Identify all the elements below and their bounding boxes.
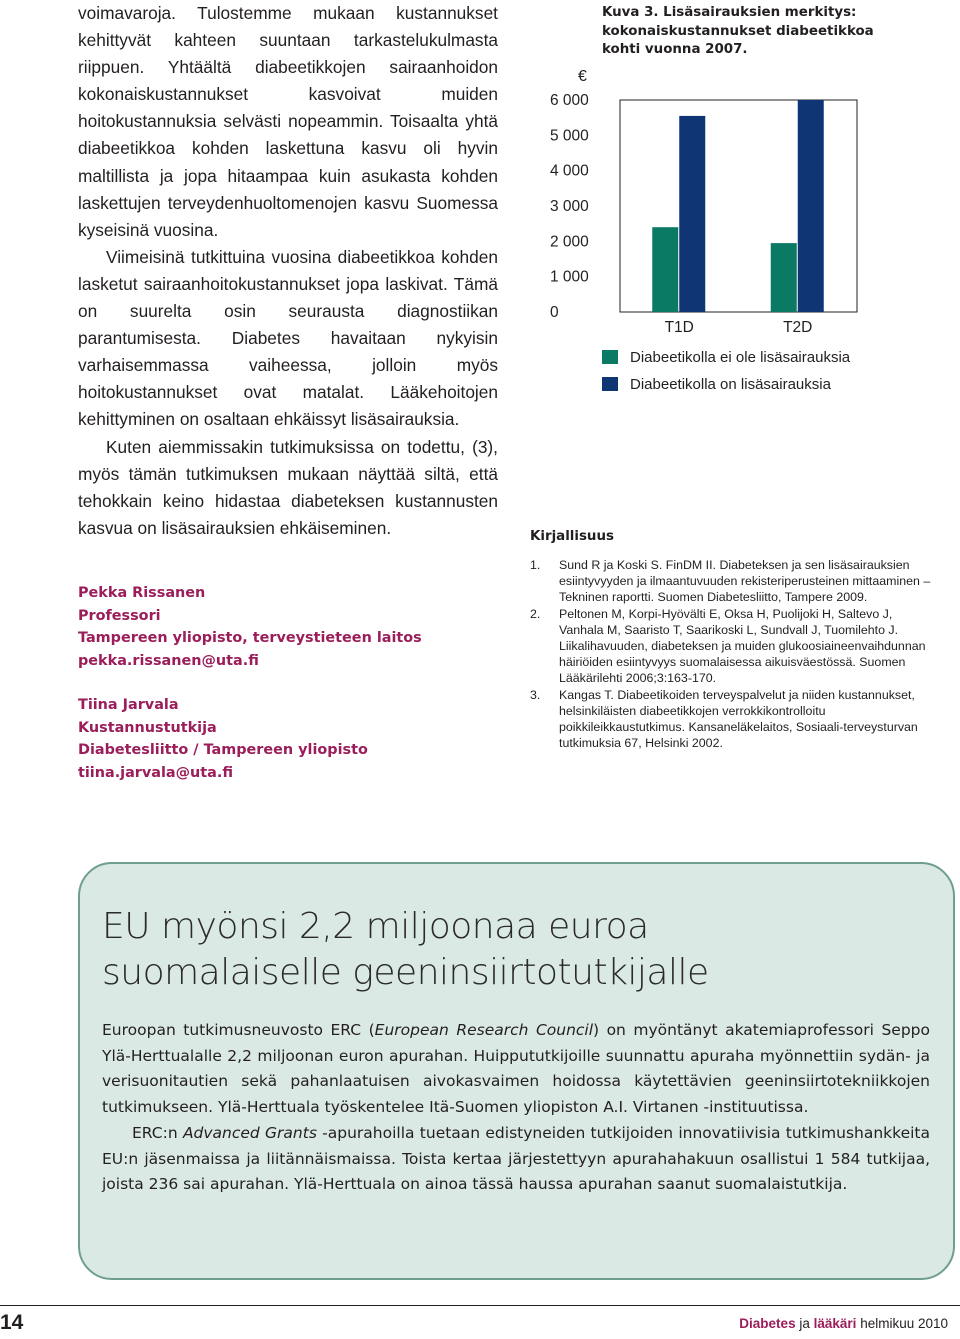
y-tick-label: 3 000 <box>550 198 589 215</box>
y-tick-label: 1 000 <box>550 268 589 286</box>
reference-text: Kangas T. Diabeetikoiden terveyspalvelut ja niiden kustannukset, helsinkiläisten diabeetikkojen verrokkikontrolloitu poikkileikkaustutkimus. Kansaneläkelaitos, Sosiaali-terveysturvan tutkimuksia 67, Helsinki 2002. <box>559 687 918 751</box>
page-number: 14 <box>0 1311 24 1334</box>
news-body <box>102 1018 930 1198</box>
bar <box>652 227 678 312</box>
reference-number: 2. <box>530 606 541 621</box>
author-email[interactable]: tiina.jarvala@uta.fi <box>78 764 234 781</box>
y-axis-ticks <box>550 92 589 321</box>
legend <box>602 349 851 393</box>
x-tick-label: T1D <box>664 319 694 336</box>
author-affiliation: Tampereen yliopisto, terveystieteen laitos <box>78 630 422 647</box>
author-block <box>78 694 368 784</box>
reference-text: Sund R ja Koski S. FinDM II. Diabeteksen ja sen lisäsairauksien esiintyvyyden ja ilmaantuvuuden rekisteriperusteinen mittaaminen – Tekninen raportti. Suomen Diabetesliitto, Tampere 2009. <box>559 558 931 605</box>
author-block <box>78 582 422 672</box>
y-tick-label: 2 000 <box>550 233 589 251</box>
y-tick-label: 6 000 <box>550 92 589 109</box>
news-paragraph <box>102 1121 930 1198</box>
y-tick-label: 5 000 <box>550 127 589 145</box>
paragraph: voimavaroja. Tulostemme mukaan kustannukset kehittyvät kahteen suuntaan tarkastelukulmasta riippuen. Yhtäältä diabeetikkojen sairaanhoidon kokonaiskustannukset kasvoivat muiden hoitokustannuksia selvästi nopeammin. Toisaalta yhtä diabeetikkoa kohden laskettuna kasvu oli hyvin maltillista ja jopa hitaampaa kuin asukasta kohden laskettujen terveydenhuoltomenojen kasvu Suomessa kyseisinä vuosina. <box>78 3 498 240</box>
reference-number: 3. <box>530 687 541 702</box>
reference-text: Peltonen M, Korpi-Hyövälti E, Oksa H, Puolijoki H, Saltevo J, Vanhala M, Saaristo T, Saarikoski L, Sundvall J, Tuomilehto J. Liikalihavuuden, diabeteksen ja muiden glukoosiaineenvaihdunnan häiriöiden esiintyvyys suomalaisessa aikuisväestössä. Suomen Lääkärilehti 2006;3:163-170. <box>559 606 926 686</box>
y-tick-label: 0 <box>550 304 559 321</box>
bar-chart <box>520 60 940 420</box>
y-tick-label: 4 000 <box>550 162 589 180</box>
author-title: Professori <box>78 607 161 624</box>
author-name: Tiina Jarvala <box>78 697 179 713</box>
reference-number: 1. <box>530 558 541 572</box>
author-affiliation: Diabetesliitto / Tampereen yliopisto <box>78 742 368 759</box>
text-run: ) on myöntänyt akatemiaprofessori Seppo Ylä-Herttualalle 2,2 miljoonan euron apurahan. Huippututkijoille suunnattu apuraha myönnettiin sydän- ja verisuonitautien sekä pahanlaatuisen aivokasvaimen hoidossa käytettävien geeninsiirtotekniikkojen tutkimukseen. Ylä-Herttuala työskentelee Itä-Suomen yliopiston A.I. Virtanen -instituutissa. <box>102 1021 930 1117</box>
legend-label: Diabeetikolla ei ole lisäsairauksia <box>630 349 851 366</box>
references-list <box>530 557 940 751</box>
legend-swatch <box>602 350 618 364</box>
paragraph: Kuten aiemmissakin tutkimuksissa on todettu, (3), myös tämän tutkimuksen mukaan näyttää siltä, että tehokkain keino hidastaa diabeteksen kustannusten kasvua on lisäsairauksien ehkäiseminen. <box>78 436 498 538</box>
news-headline <box>102 904 709 996</box>
x-axis-ticks <box>665 319 813 336</box>
italic-run: Advanced Grants <box>182 1123 317 1142</box>
references-title: Kirjallisuus <box>530 529 614 544</box>
footer-brand <box>739 1316 948 1331</box>
x-tick-label: T2D <box>783 319 813 336</box>
news-headline-line: EU myönsi 2,2 miljoonaa euroa <box>102 906 649 947</box>
author-title: Kustannustutkija <box>78 719 217 736</box>
news-headline-line: suomalaiselle geeninsiirtotutkijalle <box>102 952 709 993</box>
text-run: ERC:n <box>132 1123 183 1142</box>
reference-item <box>530 557 940 606</box>
author-email[interactable]: pekka.rissanen@uta.fi <box>78 652 259 669</box>
news-paragraph <box>102 1018 930 1121</box>
brand-laakari: lääkäri <box>813 1316 857 1331</box>
legend-swatch <box>602 377 618 391</box>
y-axis-unit: € <box>578 68 587 85</box>
paragraph: Viimeisinä tutkittuina vuosina diabeetikkoa kohden lasketut sairaanhoitokustannukset jopa laskivat. Tämä on suurelta osin seurausta diagnostiikan parantumisesta. Diabetes havaitaan nykyisin varhaisemmassa vaiheessa, jolloin myös hoitokustannukset ovat matalat. Lääkehoitojen kehittyminen on osaltaan ehkäissyt lisäsairauksia. <box>78 246 498 430</box>
brand-diabetes: Diabetes <box>739 1316 796 1331</box>
text-run: Euroopan tutkimusneuvosto ERC ( <box>102 1021 375 1039</box>
bar <box>771 243 797 312</box>
reference-item <box>530 687 940 752</box>
reference-item <box>530 606 940 687</box>
bar <box>679 116 705 312</box>
bar <box>798 100 824 312</box>
footer-rule <box>0 1305 960 1306</box>
author-name: Pekka Rissanen <box>78 585 206 601</box>
text-run: -apurahoilla tuetaan edistyneiden tutkijoiden innovatiivisia tutkimushankkeita EU:n jäsenmaissa ja liitännäismaissa. Toista kertaa järjestettyyn apurahahakuun osallistui 1 584 tutkijaa, joista 236 sai apurahan. Ylä-Herttuala on ainoa tässä haussa apurahan saanut suomalaistutkija. <box>102 1123 930 1194</box>
figure-caption-line: kohti vuonna 2007. <box>602 42 748 57</box>
figure-caption-line: Kuva 3. Lisäsairauksien merkitys: <box>602 5 857 20</box>
issue-date: helmikuu 2010 <box>860 1316 948 1331</box>
figure-caption <box>602 4 902 60</box>
italic-run: European Research Council <box>374 1021 594 1039</box>
brand-ja: ja <box>799 1316 810 1331</box>
legend-label: Diabeetikolla on lisäsairauksia <box>630 376 831 393</box>
article-body <box>78 0 498 542</box>
figure-caption-line: kokonaiskustannukset diabeetikkoa <box>602 23 874 39</box>
